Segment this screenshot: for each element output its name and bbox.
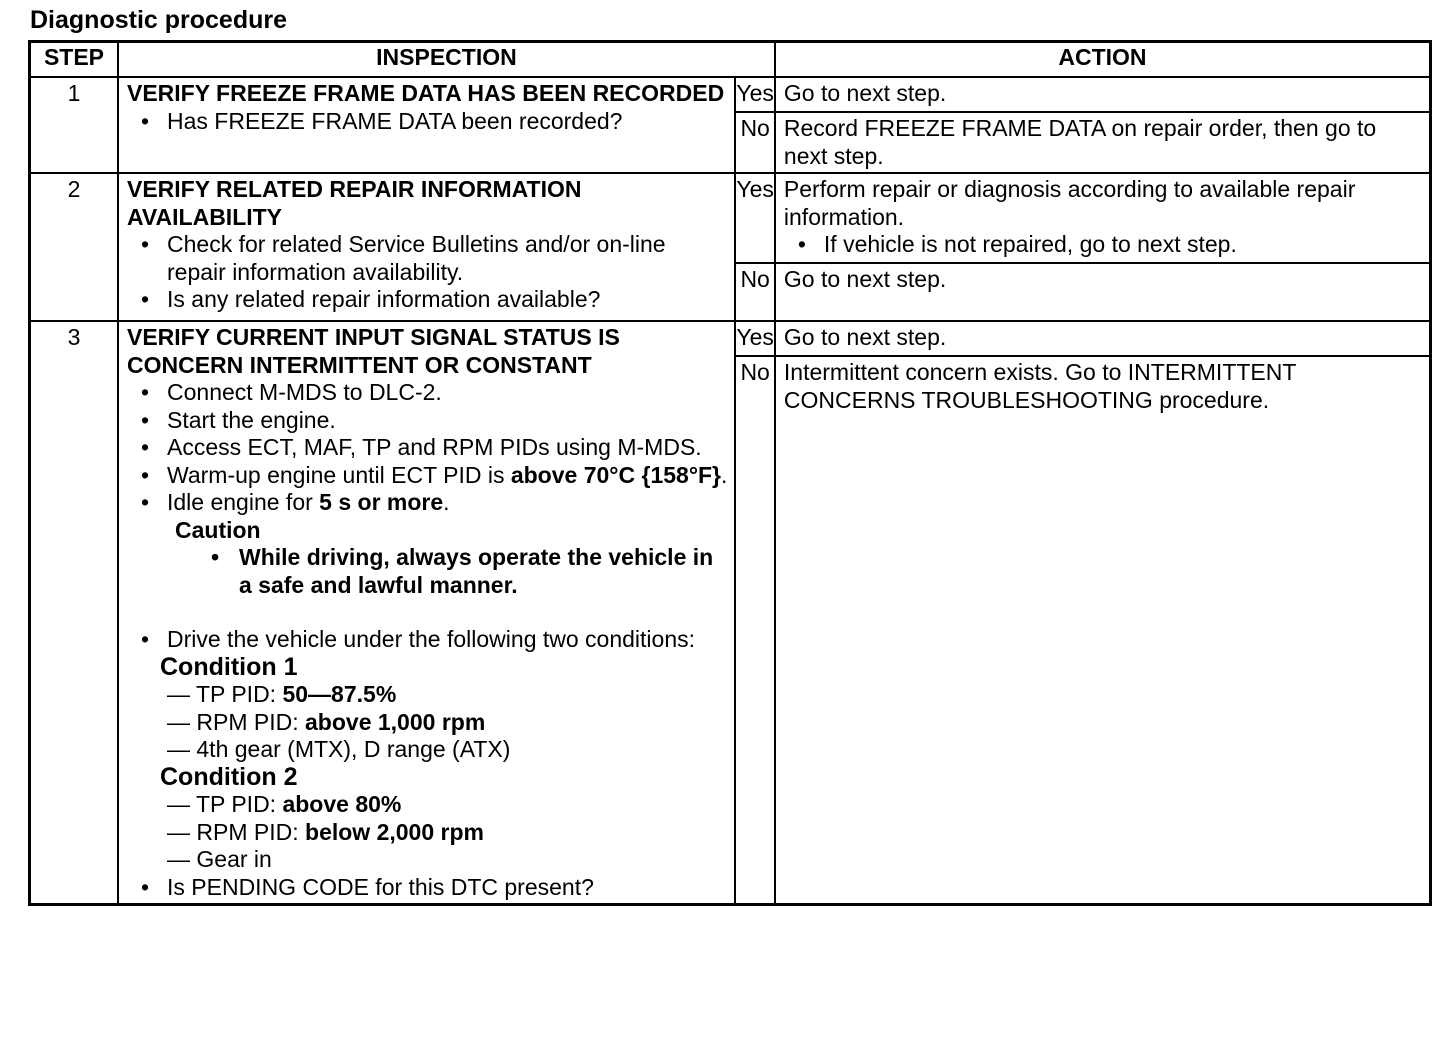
yes-label: Yes <box>735 321 775 356</box>
table-row <box>30 321 1431 356</box>
condition-text: — RPM PID: <box>167 708 306 735</box>
page-title: Diagnostic procedure <box>30 6 287 34</box>
no-action: Go to next step. <box>775 263 1431 321</box>
inspection-bullet: • Start the engine. <box>127 407 728 435</box>
no-action: Intermittent concern exists. Go to INTERMITTENT CONCERNS TROUBLESHOOTING procedure. <box>775 356 1431 905</box>
bullet-emphasis: 5 s or more <box>319 489 444 515</box>
caution-text: • While driving, always operate the vehicle in a safe and lawful manner. <box>127 544 728 599</box>
inspection-cell <box>118 173 735 321</box>
inspection-bullet: • Drive the vehicle under the following two conditions: <box>127 626 728 654</box>
condition-2-label: Condition 2 <box>160 762 298 791</box>
condition-value: 50—87.5% <box>282 681 397 707</box>
condition-text: — TP PID: <box>167 681 283 707</box>
yes-label: Yes <box>735 173 775 263</box>
inspection-bullet: • Connect M-MDS to DLC-2. <box>127 379 728 407</box>
action-header: ACTION <box>775 42 1431 78</box>
inspection-cell <box>118 77 735 173</box>
condition-value: above 80% <box>282 791 402 817</box>
table-row <box>30 77 1431 112</box>
step-number: 1 <box>30 77 119 173</box>
inspection-bullet: • Is any related repair information available? <box>127 286 728 314</box>
step-number: 2 <box>30 173 119 321</box>
no-label: No <box>735 112 775 173</box>
yes-action: Perform repair or diagnosis according to available repair information. <box>783 176 1356 230</box>
condition-value: below 2,000 rpm <box>305 818 484 845</box>
bullet-text: Warm-up engine until ECT PID is <box>167 461 511 488</box>
inspection-heading: VERIFY RELATED REPAIR INFORMATION AVAILABILITY <box>127 176 582 230</box>
bullet-text: . <box>443 489 450 515</box>
no-label: No <box>735 263 775 321</box>
inspection-cell <box>118 321 735 905</box>
diagnostic-table <box>28 40 1432 906</box>
yes-action-bullet: • If vehicle is not repaired, go to next step. <box>784 231 1421 259</box>
spacer <box>127 599 728 626</box>
no-action: Record FREEZE FRAME DATA on repair order, then go to next step. <box>775 112 1431 173</box>
condition-text: — RPM PID: <box>167 818 306 845</box>
inspection-bullet <box>127 462 728 490</box>
condition-line <box>127 709 728 737</box>
yes-action-cell <box>775 173 1431 263</box>
condition-line <box>127 819 728 847</box>
inspection-header: INSPECTION <box>118 42 775 78</box>
condition-line <box>127 791 728 819</box>
condition-1-label: Condition 1 <box>160 652 298 681</box>
step-number: 3 <box>30 321 119 905</box>
inspection-bullet: • Has FREEZE FRAME DATA been recorded? <box>127 108 728 136</box>
inspection-heading: VERIFY FREEZE FRAME DATA HAS BEEN RECORDED <box>127 80 725 106</box>
inspection-bullet: • Check for related Service Bulletins and/or on-line repair information availability. <box>127 231 728 286</box>
inspection-bullet: • Access ECT, MAF, TP and RPM PIDs using M-MDS. <box>127 434 728 462</box>
bullet-emphasis: above 70°C {158°F} <box>510 461 722 488</box>
step-header: STEP <box>30 42 119 78</box>
condition-text: — TP PID: <box>167 791 283 817</box>
table-header-row <box>30 42 1431 78</box>
yes-action: Go to next step. <box>775 77 1431 112</box>
condition-line: — Gear in <box>167 846 272 872</box>
yes-label: Yes <box>735 77 775 112</box>
yes-action: Go to next step. <box>775 321 1431 356</box>
no-label: No <box>735 356 775 905</box>
bullet-text: . <box>721 461 728 488</box>
condition-value: above 1,000 rpm <box>305 708 486 735</box>
inspection-bullet <box>127 489 728 517</box>
table-row <box>30 173 1431 263</box>
inspection-bullet: • Is PENDING CODE for this DTC present? <box>127 874 728 902</box>
caution-label: Caution <box>175 516 261 543</box>
inspection-heading: VERIFY CURRENT INPUT SIGNAL STATUS IS CONCERN INTERMITTENT OR CONSTANT <box>127 324 620 378</box>
condition-line: — 4th gear (MTX), D range (ATX) <box>167 736 511 762</box>
condition-line <box>127 681 728 709</box>
bullet-text: Idle engine for <box>167 489 320 515</box>
